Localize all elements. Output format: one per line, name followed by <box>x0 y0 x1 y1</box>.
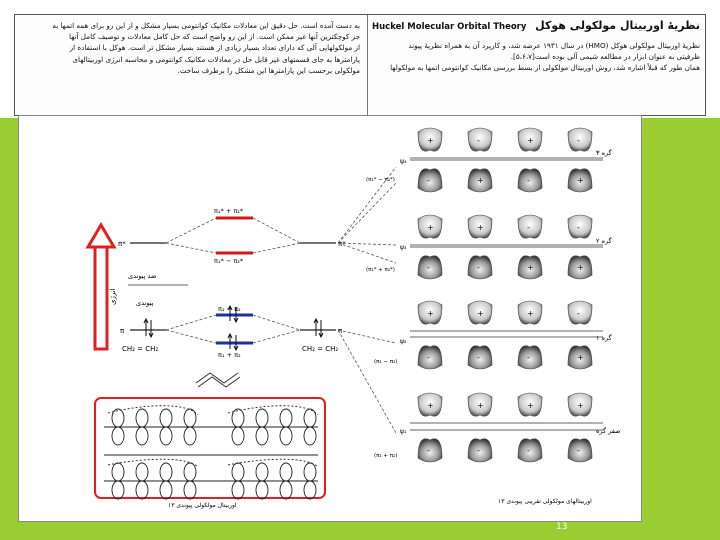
combo-label: (π₁ + π₂) <box>374 453 398 459</box>
paragraph-line: مولکولی برحسب این پارامترها این مشکل را برطرف ساخت. <box>177 65 360 75</box>
text-column-left <box>22 20 360 112</box>
mid-anti-bottom-label: π₁* − π₂* <box>214 257 244 265</box>
phase-sign-icon: - <box>427 176 430 185</box>
paragraph-line: نظریهٔ اوربیتال مولکولی هوکل (HMO) در سال ۱۹۳۱ عرضه شد، و کارپرد آن به همراه نظریهٔ پیوند <box>408 41 700 50</box>
text-column-right <box>366 20 700 112</box>
phase-sign-icon: - <box>527 176 530 185</box>
electron-up-icon <box>314 319 318 336</box>
paragraph-line: به دست آمده است. حل دقیق این معادلات مکانیک کوانتومی بسیار مشکل و از این رو برای همه اتمها به <box>52 21 360 30</box>
paragraph-line: ظرفیتی به عنوان ابزار در مطالعه شیمی آلی بوده است[۵،۶،۷]. <box>510 52 700 62</box>
phase-sign-icon: + <box>577 401 584 410</box>
phase-sign-icon: + <box>477 223 484 232</box>
orbital-lobe-grid <box>410 128 603 462</box>
phase-sign-icon: - <box>477 263 480 272</box>
phase-sign-icon: - <box>527 223 530 232</box>
phase-sign-icon: + <box>527 309 534 318</box>
node-label-3: ۳ گره <box>596 149 612 157</box>
title-row <box>366 20 700 40</box>
p-orbital-lobe-icon <box>518 215 542 238</box>
psi-label-1: ψ₁ <box>400 428 407 435</box>
p-orbital-lobe-icon <box>418 346 442 369</box>
p-orbital-lobe-icon <box>418 169 442 192</box>
p-orbital-lobe-icon <box>568 301 592 324</box>
p-orbital-lobe-icon <box>418 256 442 279</box>
electron-down-icon <box>149 320 153 337</box>
phase-sign-icon: + <box>477 176 484 185</box>
phase-sign-icon: - <box>477 136 480 145</box>
antibonding-label: ضد پیوندی <box>128 272 157 280</box>
combo-label: (π₁ − π₂) <box>374 359 398 365</box>
right-pi-label: π <box>338 327 343 335</box>
phase-sign-icon: + <box>577 353 584 362</box>
mid-bond-top-label: π₁ − π₂ <box>218 305 241 313</box>
phase-sign-icon: - <box>577 446 580 455</box>
p-orbital-lobe-icon <box>518 169 542 192</box>
paragraph-line: همان طور که قبلاً اشاره شد، روش اوربیتال مولکولی از بسط بررسی مکانیک کوانتومی اتمها به مولکولها <box>390 63 700 73</box>
node-label-2: ۲ گره <box>596 237 612 245</box>
node-label-0: صفر گره <box>596 427 621 435</box>
phase-sign-icon: - <box>577 136 580 145</box>
mid-bond-bottom-label: π₁ + π₂ <box>218 351 241 359</box>
phase-sign-icon: + <box>577 176 584 185</box>
p-orbital-lobe-icon <box>568 215 592 238</box>
energy-arrow <box>88 225 114 349</box>
right-molecule-label: CH₂ = CH₂ <box>302 345 339 353</box>
phase-sign-icon: - <box>577 309 580 318</box>
left-molecule-label: CH₂ = CH₂ <box>122 345 159 353</box>
phase-sign-icon: + <box>527 136 534 145</box>
phase-sign-icon: - <box>427 446 430 455</box>
electron-down-icon <box>319 320 323 337</box>
phase-sign-icon: - <box>477 446 480 455</box>
right-pi-star-label: π* <box>338 240 346 248</box>
correlation-lines <box>166 167 396 433</box>
psi-label-4: ψ₄ <box>400 158 407 165</box>
p-orbital-lobe-icon <box>518 346 542 369</box>
bonding-label: پیوندی <box>136 299 154 307</box>
phase-sign-icon: + <box>477 309 484 318</box>
left-pi-star-label: π* <box>118 240 126 248</box>
paragraph-line: از مولکولهایی آلی که دارای تعداد بسیار زیادی از هستند بسیار مشکل تر است. هوکل با استفاده از <box>69 43 360 53</box>
electron-up-icon <box>144 319 148 336</box>
paragraph-line: پارامترها به جای قسمتهای غیر قابل حل در معادلات مکانیک کوانتومی و محاسبه انرژی اوربیتالهای <box>72 54 360 64</box>
combo-label: (π₁* − π₂*) <box>366 177 395 183</box>
phase-sign-icon: + <box>427 309 434 318</box>
left-box-caption: اوربیتال مولکولی پیوندی ۱۳ <box>168 502 237 509</box>
p-orbital-lobe-icon <box>468 128 492 151</box>
butadiene-skeleton-icon <box>198 377 240 387</box>
phase-sign-icon: - <box>527 353 530 362</box>
phase-sign-icon: + <box>477 401 484 410</box>
p-orbital-lobe-icon <box>468 346 492 369</box>
psi-label-2: ψ₂ <box>400 338 407 345</box>
phase-sign-icon: - <box>577 223 580 232</box>
butadiene-skeleton-icon <box>196 373 238 383</box>
paragraph-line: جز کوچکترین آنها غیر ممکن است. از این رو واضح است که حل کامل معادلات و توصیف کامل آنها <box>69 32 360 42</box>
psi-label-3: ψ₃ <box>400 244 407 251</box>
phase-sign-icon: - <box>427 353 430 362</box>
phase-sign-icon: + <box>527 401 534 410</box>
title-english: Huckel Molecular Orbital Theory <box>372 22 527 32</box>
p-orbital-lobe-icon <box>568 439 592 462</box>
energy-axis-label: انرژی <box>109 288 117 305</box>
phase-sign-icon: - <box>427 263 430 272</box>
mo-diagram <box>18 115 640 520</box>
left-pi-label: π <box>120 327 125 335</box>
title-persian: نظریهٔ اوربیتال مولکولی هوکل <box>535 19 700 32</box>
orbital-sketch-box <box>95 398 325 498</box>
phase-sign-icon: + <box>577 263 584 272</box>
bottom-caption: اوربیتالهای مولکولی تقریبی پیوندی ۱۳ <box>498 498 592 505</box>
mid-anti-top-label: π₁* + π₂* <box>214 207 244 215</box>
phase-sign-icon: + <box>427 136 434 145</box>
p-orbital-lobe-icon <box>518 439 542 462</box>
p-orbital-lobe-icon <box>418 439 442 462</box>
phase-sign-icon: - <box>527 446 530 455</box>
node-label-1: ۱ گره <box>596 334 612 342</box>
phase-sign-icon: + <box>427 401 434 410</box>
p-orbital-lobe-icon <box>568 128 592 151</box>
slide-number: 13 <box>556 522 568 532</box>
p-orbital-lobe-icon <box>468 256 492 279</box>
phase-sign-icon: + <box>527 263 534 272</box>
p-orbital-lobe-icon <box>468 439 492 462</box>
phase-sign-icon: - <box>477 353 480 362</box>
combo-label: (π₁* + π₂*) <box>366 267 395 273</box>
phase-sign-icon: + <box>427 223 434 232</box>
